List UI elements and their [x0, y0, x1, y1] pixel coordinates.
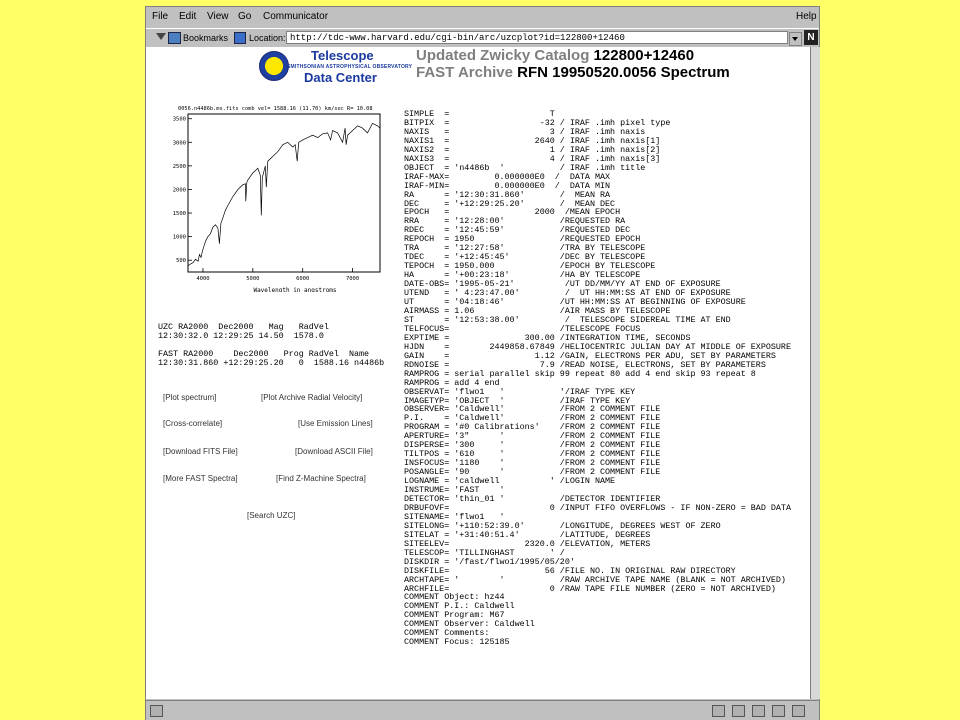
y-axis [173, 117, 192, 264]
uzc-row: 12:30:32.0 12:29:25 14.50 1578.0 [158, 330, 324, 341]
logo-line-3: Data Center [304, 70, 377, 85]
fits-header-line: RDEC = '12:45:59' /REQUESTED DEC [404, 225, 631, 236]
more-fast-spectra-link[interactable]: [More FAST Spectra] [163, 474, 238, 483]
page-subtitle [416, 64, 730, 81]
subtitle-spectrum: RFN 19950520.0056 Spectrum [517, 64, 730, 81]
fits-header-line: TDEC = '+12:45:45' /DEC BY TELESCOPE [404, 252, 646, 263]
fast-row: 12:30:31.860 +12:29:25.20 0 1588.16 n4486b [158, 357, 385, 368]
x-axis [196, 268, 359, 282]
fast-header: FAST RA2000 Dec2000 Prog RadVel Name [158, 349, 370, 359]
x-tick-label: 7000 [345, 276, 360, 282]
x-tick-label: 4000 [196, 276, 210, 282]
menu-edit[interactable]: Edit [179, 11, 197, 22]
fits-header-line: RRA = '12:28:00' /REQUESTED RA [404, 216, 626, 227]
fits-header-line: SIMPLE = T [404, 109, 555, 119]
uzc-table [158, 323, 329, 341]
bookmarks-icon[interactable] [168, 32, 181, 44]
fits-header-line: NAXIS3 = 4 / IRAF .imh naxis[3] [404, 153, 661, 164]
download-fits-link[interactable]: [Download FITS File] [163, 447, 238, 456]
plot-archive-rv-link[interactable]: [Plot Archive Radial Velocity] [261, 393, 363, 402]
page-proxy-icon[interactable] [234, 32, 246, 44]
plot-title: 0056.n4486b.ms.fits comb vel= 1588.16 (11.70) km/sec R= 10.08 [178, 106, 373, 112]
fits-header-line: TILTPOS = '610 ' /FROM 2 COMMENT FILE [404, 449, 661, 460]
status-bar [146, 700, 819, 720]
logo-line-2: SMITHSONIAN ASTROPHYSICAL OBSERVATORY [287, 64, 413, 70]
fits-header-line: PROGRAM = '#0 Calibrations' /FROM 2 COMMENT FILE [404, 422, 661, 433]
fits-header-line: TELFOCUS= /TELESCOPE FOCUS [404, 323, 641, 334]
x-tick-label: 5000 [246, 276, 260, 282]
fits-header-line: ARCHFILE= 0 /RAW TAPE FILE NUMBER (ZERO = NOT ARCHIVED) [404, 583, 776, 594]
y-tick-label: 3000 [172, 140, 186, 147]
y-tick-label: 2000 [172, 187, 186, 194]
fits-header-line: DISPERSE= '300 ' /FROM 2 COMMENT FILE [404, 440, 661, 451]
fits-header-line: RDNOISE = 7.9 /READ NOISE, ELECTRONS, SET BY PARAMETERS [404, 359, 766, 370]
y-tick-label: 1500 [172, 211, 186, 218]
menu-view[interactable]: View [207, 11, 229, 22]
composer-icon[interactable] [772, 705, 785, 717]
mail-icon[interactable] [732, 705, 745, 717]
fits-header-line: IRAF-MIN= 0.000000E0 / DATA MIN [404, 180, 611, 191]
fits-header-line: UTEND = ' 4:23:47.00' / UT HH:MM:SS AT END OF EXPOSURE [404, 288, 731, 299]
y-tick-label: 3500 [172, 116, 186, 123]
find-zmachine-spectra-link[interactable]: [Find Z-Machine Spectra] [276, 474, 366, 483]
navigator-icon[interactable] [712, 705, 725, 717]
fits-header-line: RA = '12:30:31.860' / MEAN RA [404, 189, 611, 200]
fits-header-line: NAXIS1 = 2640 / IRAF .imh naxis[1] [404, 135, 661, 146]
fits-header-line: DRBUFOVF= 0 /INPUT FIFO OVERFLOWS - IF NON-ZERO = BAD DATA [404, 502, 791, 513]
menu-file[interactable]: File [152, 11, 169, 22]
fits-header-line: ARCHTAPE= ' ' /RAW ARCHIVE TAPE NAME (BLANK = NOT ARCHIVED) [404, 574, 786, 585]
title-catalog: Updated Zwicky Catalog [416, 47, 594, 64]
location-label: Location: [249, 33, 286, 43]
fits-header-line: SITELONG= '+110:52:39.0' /LONGITUDE, DEGREES WEST OF ZERO [404, 520, 721, 531]
vertical-scrollbar[interactable] [810, 47, 820, 699]
fits-header-line: P.I. = 'Caldwell' /FROM 2 COMMENT FILE [404, 413, 661, 424]
fits-header-line: UT = '04:18:46' /UT HH:MM:SS AT BEGINNING OF EXPOSURE [404, 297, 746, 308]
fits-header-line: SITENAME= 'flwo1 ' [404, 511, 505, 522]
fits-header-line: OBJECT = 'n4486b ' / IRAF .imh title [404, 162, 646, 173]
fits-header-line: NAXIS2 = 1 / IRAF .imh naxis[2] [404, 144, 661, 155]
url-input[interactable]: http://tdc-www.harvard.edu/cgi-bin/arc/uzcplot?id=122800+12460 [286, 31, 788, 44]
fits-header-line: SITELAT = '+31:40:51.4' /LATITUDE, DEGREES [404, 529, 651, 540]
fits-header-line: SITEELEV= 2320.0 /ELEVATION, METERS [404, 538, 651, 549]
plot-spectrum-link[interactable]: [Plot spectrum] [163, 393, 217, 402]
fast-table [158, 350, 384, 368]
fits-header-line: EXPTIME = 300.00 /INTEGRATION TIME, SECONDS [404, 332, 691, 343]
search-uzc-link[interactable]: [Search UZC] [247, 511, 296, 520]
page-content [146, 47, 810, 699]
discussion-icon[interactable] [752, 705, 765, 717]
fits-header-line: APERTURE= '3" ' /FROM 2 COMMENT FILE [404, 431, 661, 442]
address-book-icon[interactable] [792, 705, 805, 717]
download-ascii-link[interactable]: [Download ASCII File] [295, 447, 373, 456]
fits-header-line: AIRMASS = 1.06 /AIR MASS BY TELESCOPE [404, 305, 671, 316]
netscape-logo-icon: N [804, 30, 818, 45]
fits-header-line: DISKFILE= 56 /FILE NO. IN ORIGINAL RAW DIRECTORY [404, 565, 736, 576]
y-tick-label: 1000 [172, 234, 186, 241]
fits-header-line: RAMPROG = serial parallel skip 99 repeat 80 add 4 end skip 93 repeat 8 [404, 368, 756, 379]
location-toolbar [146, 28, 819, 48]
url-history-dropdown-icon[interactable] [789, 32, 802, 46]
x-tick-label: 6000 [296, 276, 310, 282]
fits-header-line: LOGNAME = 'caldwell ' /LOGIN NAME [404, 476, 616, 487]
fits-header-line: NAXIS = 3 / IRAF .imh naxis [404, 126, 646, 137]
fits-header-line: INSFOCUS= '1180 ' /FROM 2 COMMENT FILE [404, 458, 661, 469]
plot-frame [188, 114, 380, 272]
logo-line-1: Telescope [311, 48, 374, 63]
spectrum-line [188, 123, 380, 266]
fits-header-line: TEPOCH = 1950.000 /EPOCH BY TELESCOPE [404, 261, 656, 272]
fits-header-line: TRA = '12:27:58' /TRA BY TELESCOPE [404, 243, 646, 254]
fits-header-line: IMAGETYP= 'OBJECT ' /IRAF TYPE KEY [404, 395, 631, 406]
fits-header-line: DISKDIR = '/fast/flwo1/1995/05/20' [404, 556, 575, 567]
fits-header-line: ST = '12:53:38.00' / TELESCOPE SIDEREAL TIME AT END [404, 314, 731, 325]
fits-header-line: HA = '+00:23:18' /HA BY TELESCOPE [404, 270, 641, 281]
spectrum-plot[interactable] [158, 102, 388, 292]
fits-header-line: GAIN = 1.12 /GAIN, ELECTRONS PER ADU, SET BY PARAMETERS [404, 350, 776, 361]
fits-header-line: OBSERVAT= 'flwo1 ' '/IRAF TYPE KEY [404, 386, 636, 397]
fits-header-line: EPOCH = 2000 /MEAN EPOCH [404, 207, 621, 218]
plot-xlabel: Wavelength in angstroms [253, 287, 337, 292]
menu-bar [146, 7, 819, 27]
fits-header-line: IRAF-MAX= 0.000000E0 / DATA MAX [404, 171, 611, 182]
title-id: 122800+12460 [593, 47, 695, 64]
fits-header-line: COMMENT Observer: Caldwell [404, 619, 535, 630]
fits-header-line: COMMENT Focus: 125185 [404, 637, 510, 648]
fits-header-line: DEC = '+12:29:25.20' / MEAN DEC [404, 198, 616, 209]
y-tick-label: 2500 [172, 163, 186, 170]
sun-logo-icon [259, 51, 289, 81]
fits-header-line: COMMENT Program: M67 [404, 610, 505, 621]
browser-window [145, 6, 820, 720]
subtitle-archive: FAST Archive [416, 64, 518, 81]
fits-header-line: REPOCH = 1950 /REQUESTED EPOCH [404, 234, 641, 245]
cross-correlate-link[interactable]: [Cross-correlate] [163, 419, 223, 428]
fits-header-line: COMMENT Object: hz44 [404, 592, 505, 603]
uzc-header: UZC RA2000 Dec2000 Mag RadVel [158, 322, 329, 332]
fits-header-line: DETECTOR= 'thin_01 ' /DETECTOR IDENTIFIER [404, 493, 661, 504]
fits-header-line: TELESCOP= 'TILLINGHAST ' / [404, 547, 565, 558]
fits-header-line: HJDN = 2449858.67849 /HELIOCENTRIC JULIAN DAY AT MIDDLE OF EXPOSURE [404, 341, 791, 352]
security-lock-icon[interactable] [150, 705, 163, 717]
spectrum-svg [158, 102, 388, 292]
fits-header-line: COMMENT P.I.: Caldwell [404, 601, 515, 612]
fits-header-line: POSANGLE= '90 ' /FROM 2 COMMENT FILE [404, 467, 661, 478]
page-title [416, 47, 694, 64]
menu-go[interactable]: Go [238, 11, 252, 22]
toolbar-collapse-icon[interactable] [156, 33, 166, 40]
fits-header-line: OBSERVER= 'Caldwell' /FROM 2 COMMENT FILE [404, 404, 661, 415]
use-emission-lines-link[interactable]: [Use Emission Lines] [298, 419, 373, 428]
fits-header-line: RAMPROG = add 4 end [404, 377, 500, 388]
bookmarks-button[interactable]: Bookmarks [183, 33, 229, 43]
y-tick-label: 500 [176, 258, 186, 265]
fits-header-line: INSTRUME= 'FAST ' [404, 485, 505, 496]
menu-communicator[interactable]: Communicator [263, 11, 329, 22]
fits-header [404, 110, 791, 647]
fits-header-line: BITPIX = -32 / IRAF .imh pixel type [404, 117, 671, 128]
fits-header-line: COMMENT Comments: [404, 628, 490, 639]
menu-help[interactable]: Help [796, 11, 817, 22]
fits-header-line: DATE-OBS= '1995-05-21' /UT DD/MM/YY AT END OF EXPOSURE [404, 279, 721, 290]
